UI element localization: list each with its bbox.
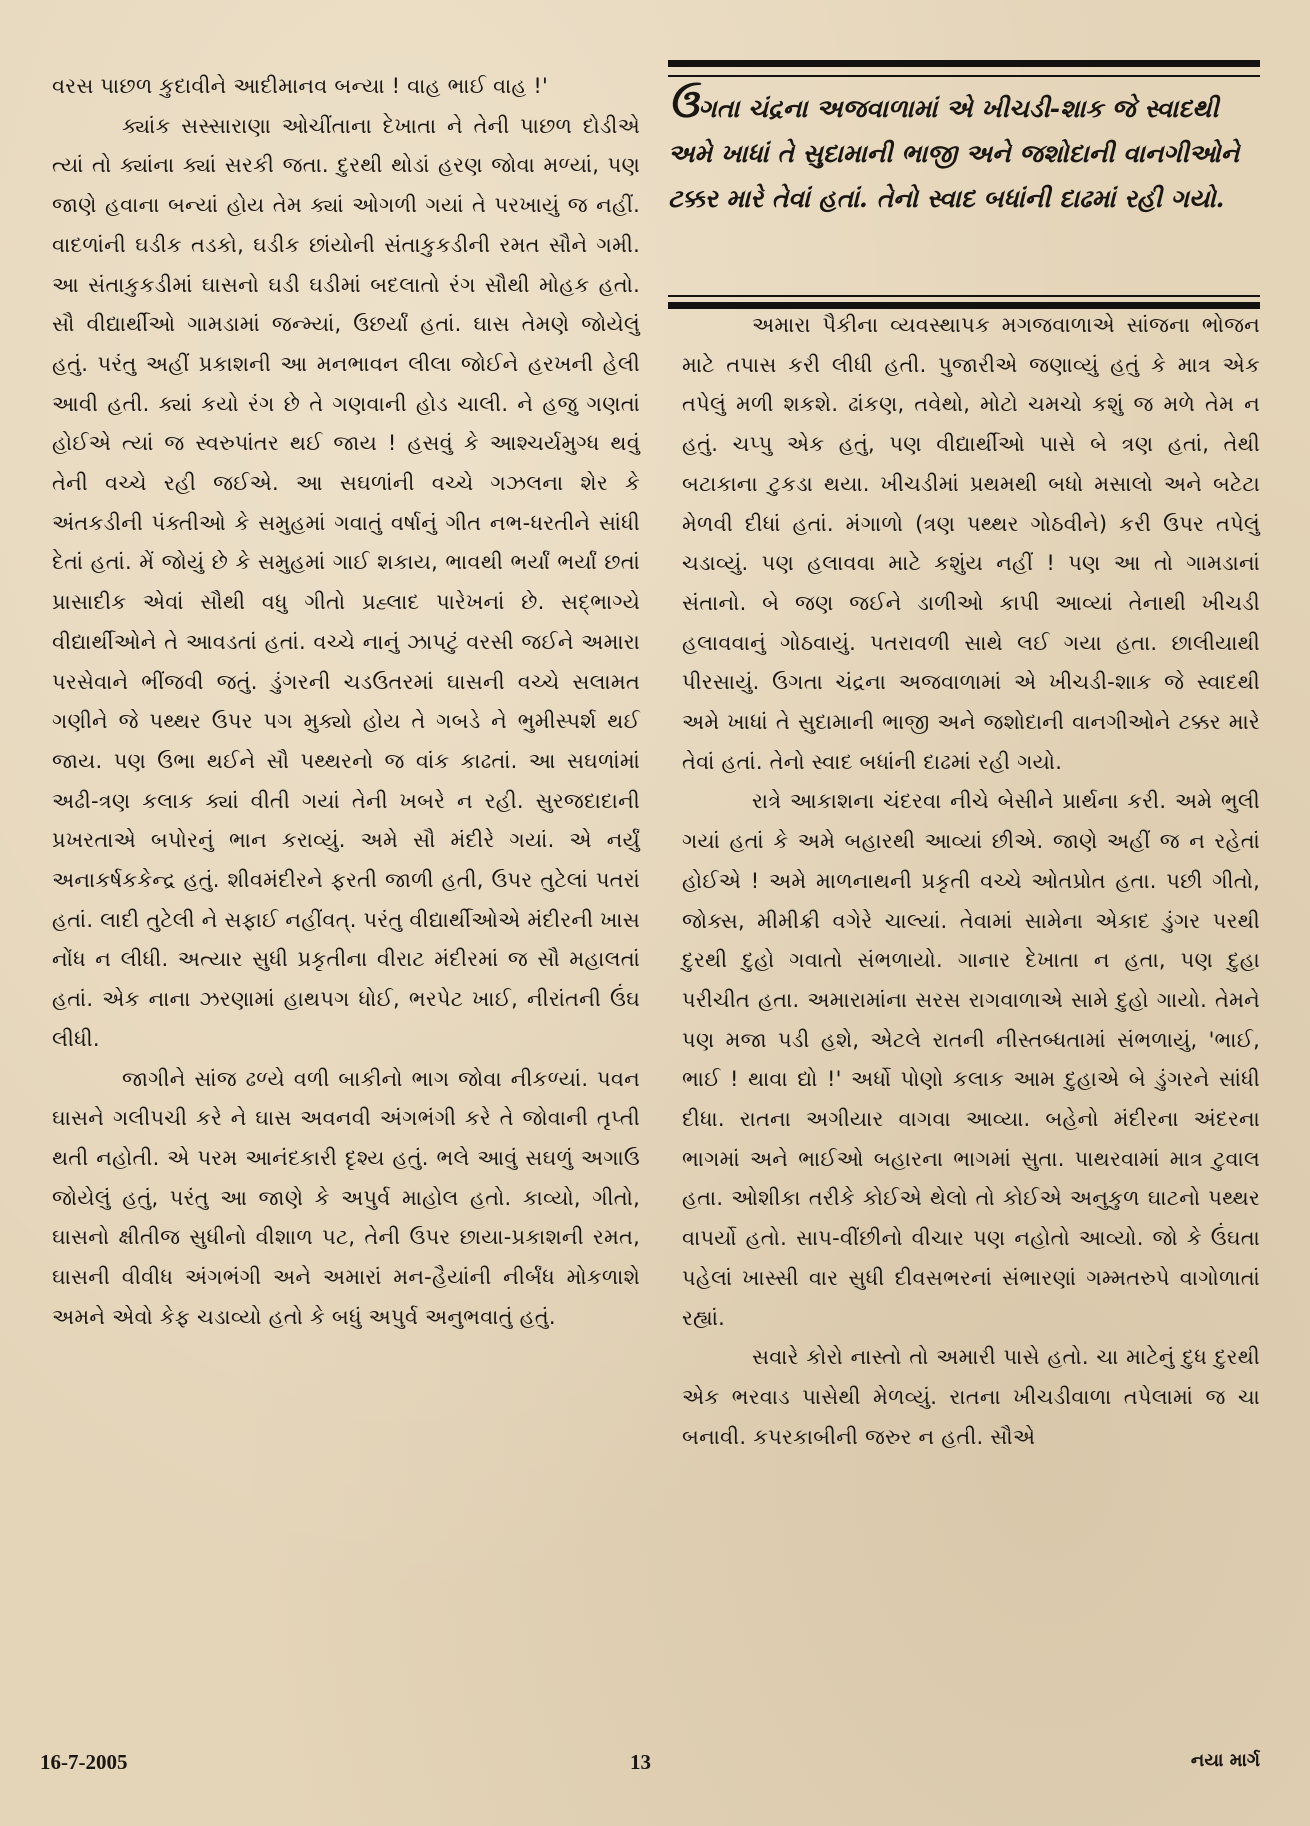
right-column	[682, 306, 1260, 1457]
magazine-name: નયા માર્ગ	[1190, 1750, 1260, 1771]
pullquote-bottom-thin-rule	[668, 295, 1260, 297]
right-paragraph-3: સવારે કોરો નાસ્તો તો અમારી પાસે હતો. ચા માટેનું દુધ દુરથી એક ભરવાડ પાસેથી મેળવ્યું. રાતના ખીચડીવાળા તપેલામાં જ ચા બનાવી. કપરકાબીની જરુર ન હતી. સૌએ	[682, 1345, 1260, 1449]
pull-quote-dropcap: ઉ	[668, 80, 699, 127]
right-paragraph-2: રાત્રે આકાશના ચંદરવા નીચે બેસીને પ્રાર્થના કરી. અમે ભુલી ગયાં હતાં કે અમે બહારથી આવ્યાં છીએ. જાણે અહીં જ ન રહેતાં હોઈએ ! અમે માળનાથની પ્રકૃતી વચ્ચે ઓતપ્રોત હતા. પછી ગીતો, જોક્સ, મીમીક્રી વગેરે ચાલ્યાં. તેવામાં સામેના એકાદ ડુંગર પરથી દુરથી દુહો ગવાતો સંભળાયો. ગાનાર દેખાતા ન હતા, પણ દુહા પરીચીત હતા. અમારામાંના સરસ રાગવાળાએ સામે દુહો ગાયો. તેમને પણ મજા પડી હશે, એટલે રાતની નીસ્તબ્ધતામાં સંભળાયું, 'ભાઈ, ભાઈ ! થાવા દ્યો !' અર્ધો પોણો કલાક આમ દુહાએ બે ડુંગરને સાંધી દીધા. રાતના અગીયાર વાગવા આવ્યા. બહેનો મંદીરના અંદરના ભાગમાં અને ભાઈઓ બહારના ભાગમાં સુતા. પાથરવામાં માત્ર ટુવાલ હતા. ઓશીકા તરીકે કોઈએ થેલો તો કોઈએ અનુકુળ ઘાટનો પથ્થર વાપર્યો હતો. સાપ-વીંછીનો વીચાર પણ નહોતો આવ્યો. જો કે ઉંઘતા પહેલાં ખાસ્સી વાર સુધી દીવસભરનાં સંભારણાં ગમ્મતરુપે વાગોળાતાં રહ્યાં.	[682, 789, 1260, 1330]
right-paragraph-1: અમારા પૈકીના વ્યવસ્થાપક મગજવાળાએ સાંજના ભોજન માટે તપાસ કરી લીધી હતી. પુજારીએ જણાવ્યું હતું કે માત્ર એક તપેલું મળી શકશે. ઢાંકણ, તવેથો, મોટો ચમચો કશું જ મળે તેમ ન હતું. ચપ્પુ એક હતું, પણ વીદ્યાર્થીઓ પાસે બે ત્રણ હતાં, તેથી બટાકાના ટુકડા થયા. ખીચડીમાં પ્રથમથી બધો મસાલો અને બટેટા મેળવી દીધાં હતાં. મંગાળો (ત્રણ પથ્થર ગોઠવીને) કરી ઉપર તપેલું ચડાવ્યું. પણ હલાવવા માટે કશુંય નહીં ! પણ આ તો ગામડાનાં સંતાનો. બે જણ જઈને ડાળીઓ કાપી આવ્યાં તેનાથી ખીચડી હલાવવાનું ગોઠવાયું. પતરાવળી સાથે લઈ ગયા હતા. છાલીયાથી પીરસાયું. ઉગતા ચંદ્રના અજવાળામાં એ ખીચડી-શાક જે સ્વાદથી અમે ખાધાં તે સુદામાની ભાજી અને જશોદાની વાનગીઓને ટક્કર મારે તેવાં હતાં. તેનો સ્વાદ બધાંની દાઢમાં રહી ગયો.	[682, 313, 1260, 774]
pullquote-top-thin-rule	[668, 75, 1260, 77]
pull-quote	[668, 80, 1260, 221]
left-column	[52, 67, 640, 1338]
pull-quote-text: ગતા ચંદ્રના અજવાળામાં એ ખીચડી-શાક જે સ્વાદથી અમે ખાધાં તે સુદામાની ભાજી અને જશોદાની વાનગીઓને ટક્કર મારે તેવાં હતાં. તેનો સ્વાદ બધાંની દાઢમાં રહી ગયો.	[668, 94, 1240, 213]
page-footer	[40, 1750, 1260, 1780]
left-paragraph-1: વરસ પાછળ કુદાવીને આદીમાનવ બન્યા ! વાહ ભાઈ વાહ !'	[52, 74, 549, 98]
left-paragraph-3: જાગીને સાંજ ઢળ્યે વળી બાકીનો ભાગ જોવા નીકળ્યાં. પવન ઘાસને ગલીપચી કરે ને ઘાસ અવનવી અંગભંગી કરે તે જોવાની તૃપ્તી થતી નહોતી. એ પરમ આનંદકારી દૃશ્ય હતું. ભલે આવું સઘળું અગાઉ જોયેલું હતું, પરંતુ આ જાણે કે અપુર્વ માહોલ હતો. કાવ્યો, ગીતો, ઘાસનો ક્ષીતીજ સુધીનો વીશાળ પટ, તેની ઉપર છાયા-પ્રકાશની રમત, ઘાસની વીવીધ અંગભંગી અને અમારાં મન-હૈયાંની નીર્બંધ મોકળાશે અમને એવો કેફ ચડાવ્યો હતો કે બધું અપુર્વ અનુભવાતું હતું.	[52, 1066, 640, 1329]
pullquote-top-thick-rule	[668, 60, 1260, 67]
left-paragraph-2: ક્યાંક સસ્સારાણા ઓચીંતાના દેખાતા ને તેની પાછળ દોડીએ ત્યાં તો ક્યાંના ક્યાં સરકી જતા. દુરથી થોડાં હરણ જોવા મળ્યાં, પણ જાણે હવાના બન્યાં હોય તેમ ક્યાં ઓગળી ગયાં તે પરખાયું જ નહીં. વાદળાંની ઘડીક તડકો, ઘડીક છાંયોની સંતાકુકડીની રમત સૌને ગમી. આ સંતાકુકડીમાં ઘાસનો ઘડી ઘડીમાં બદલાતો રંગ સૌથી મોહક હતો. સૌ વીદ્યાર્થીઓ ગામડામાં જન્મ્યાં, ઉછર્યાં હતાં. ઘાસ તેમણે જોયેલું હતું. પરંતુ અહીં પ્રકાશની આ મનભાવન લીલા જોઈને હરખની હેલી આવી હતી. ક્યાં કયો રંગ છે તે ગણવાની હોડ ચાલી. ને હજુ ગણતાં હોઈએ ત્યાં જ સ્વરુપાંતર થઈ જાય ! હસવું કે આશ્ચર્યમુગ્ધ થવું તેની વચ્ચે રહી જઈએ. આ સઘળાંની વચ્ચે ગઝલના શેર કે અંતકડીની પંક્તીઓ કે સમુહમાં ગવાતું વર્ષાનું ગીત નભ-ધરતીને સાંધી દેતાં હતાં. મેં જોયું છે કે સમુહમાં ગાઈ શકાય, ભાવથી ભર્યાં ભર્યાં છતાં પ્રાસાદીક એવાં સૌથી વધુ ગીતો પ્રહ્લાદ પારેખનાં છે. સદ્ભાગ્યે વીદ્યાર્થીઓને તે આવડતાં હતાં. વચ્ચે નાનું ઝાપટું વરસી જઈને અમારા પરસેવાને ભીંજવી જતું. ડુંગરની ચડઉતરમાં ઘાસની વચ્ચે સલામત ગણીને જે પથ્થર ઉપર પગ મુક્યો હોય તે ગબડે ને ભુમીસ્પર્શ થઈ જાય. પણ ઉભા થઈને સૌ પથ્થરનો જ વાંક કાઢતાં. આ સઘળાંમાં અઢી-ત્રણ કલાક ક્યાં વીતી ગયાં તેની ખબરે ન રહી. સુરજદાદાની પ્રખરતાએ બપોરનું ભાન કરાવ્યું. અમે સૌ મંદીરે ગયાં. એ નર્યું અનાકર્ષકકેન્દ્ર હતું. શીવમંદીરને ફરતી જાળી હતી, ઉપર તુટેલાં પતરાં હતાં. લાદી તુટેલી ને સફાઈ નહીંવત્. પરંતુ વીદ્યાર્થીઓએ મંદીરની ખાસ નોંધ ન લીધી. અત્યાર સુધી પ્રકૃતીના વીરાટ મંદીરમાં જ સૌ મહાલતાં હતાં. એક નાના ઝરણામાં હાથપગ ધોઈ, ભરપેટ ખાઈ, નીરાંતની ઉંઘ લીધી.	[52, 113, 640, 1051]
issue-date: 16-7-2005	[40, 1750, 128, 1774]
page-number: 13	[630, 1750, 651, 1774]
